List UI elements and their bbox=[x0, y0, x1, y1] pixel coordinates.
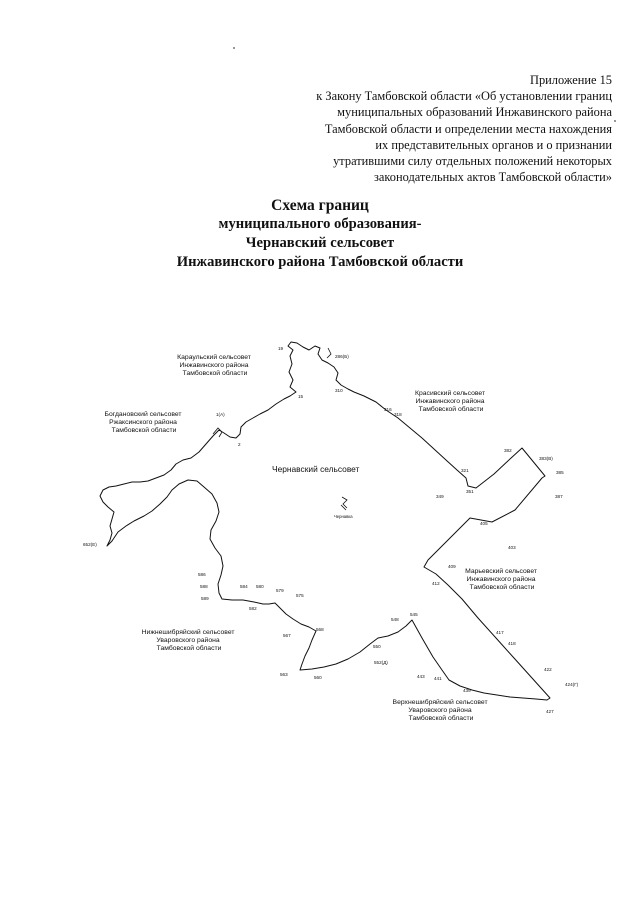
point-label: 387 bbox=[555, 494, 563, 499]
neighbor-nizhneshibr-label: Нижнешибряйский сельсовет Уваровского района Тамбовской области bbox=[141, 629, 235, 652]
neighbor-karaul-label: Караульский сельсовет Инжавинского района Тамбовской области bbox=[177, 354, 251, 377]
point-label: 575 bbox=[296, 593, 304, 598]
point-label: 286(Б) bbox=[335, 354, 349, 359]
point-label: 567 bbox=[283, 633, 291, 638]
point-label: 318 bbox=[394, 412, 402, 417]
point-label: 584 bbox=[240, 584, 248, 589]
point-label: 545 bbox=[410, 612, 418, 617]
header-line: муниципальных образований Инжавинского района bbox=[337, 105, 612, 120]
point-label: 552(Д) bbox=[374, 660, 388, 665]
point-label: 550 bbox=[373, 644, 381, 649]
point-label: 568 bbox=[316, 627, 324, 632]
point-label: 19 bbox=[278, 346, 284, 351]
neighbor-maryevsky-label: Марьевский сельсовет Инжавинского района Тамбовской области bbox=[465, 568, 538, 591]
point-label: 417 bbox=[496, 630, 504, 635]
boundary-detail bbox=[213, 428, 222, 437]
point-label: 422 bbox=[544, 667, 552, 672]
point-label: 383(В) bbox=[539, 456, 553, 461]
point-label: 409 bbox=[448, 564, 456, 569]
header-line: Приложение 15 bbox=[530, 73, 612, 87]
point-label: 424(Г) bbox=[565, 682, 579, 687]
title-line: Чернавский сельсовет bbox=[245, 235, 395, 251]
header-line: Тамбовской области и определении места нахождения bbox=[324, 121, 612, 136]
point-label: 560 bbox=[314, 675, 322, 680]
point-label: 441 bbox=[434, 676, 442, 681]
village-marker bbox=[341, 497, 347, 510]
point-label: 418 bbox=[508, 641, 516, 646]
point-label: 405 bbox=[480, 521, 488, 526]
point-label: 403 bbox=[508, 545, 516, 550]
point-label: 439 bbox=[463, 688, 471, 693]
header-line: законодательных актов Тамбовской области» bbox=[374, 170, 612, 185]
point-label: 351 bbox=[466, 489, 474, 494]
main-selsovet-label: Чернавский сельсовет bbox=[272, 464, 360, 474]
point-label: 1(А) bbox=[216, 412, 225, 417]
header-line: утратившими силу отдельных положений некоторых bbox=[333, 154, 612, 169]
point-label: 349 bbox=[436, 494, 444, 499]
point-label: 586 bbox=[198, 572, 206, 577]
point-label: 589 bbox=[201, 596, 209, 601]
point-label: 412 bbox=[432, 581, 440, 586]
point-label: 2 bbox=[238, 442, 241, 447]
point-label: 579 bbox=[276, 588, 284, 593]
point-label: 321 bbox=[461, 468, 469, 473]
title-line: муниципального образования- bbox=[218, 216, 422, 232]
point-label: 310 bbox=[335, 388, 343, 393]
point-label: 427 bbox=[546, 709, 554, 714]
point-label: 588 bbox=[200, 584, 208, 589]
point-label: 580 bbox=[256, 584, 264, 589]
village-label: Чернавка bbox=[334, 514, 353, 519]
point-label: 548 bbox=[391, 617, 399, 622]
point-label: 316 bbox=[384, 407, 392, 412]
point-label: 652(Е) bbox=[83, 542, 97, 547]
header-line: их представительных органов и о признании bbox=[375, 137, 612, 152]
point-label: 15 bbox=[298, 394, 304, 399]
point-label: 443 bbox=[417, 674, 425, 679]
point-label: 385 bbox=[556, 470, 564, 475]
header-line: к Закону Тамбовской области «Об установлении границ bbox=[316, 89, 612, 104]
boundary-detail bbox=[327, 348, 331, 358]
title-line: Инжавинского района Тамбовской области bbox=[176, 254, 464, 270]
point-label: 563 bbox=[280, 672, 288, 677]
neighbor-verkhneshibr-label: Верхнешибряйский сельсовет Уваровского района Тамбовской области bbox=[392, 699, 488, 722]
neighbor-bogdanovsky-label: Богдановский сельсовет Ржаксинского района Тамбовской области bbox=[104, 411, 182, 434]
point-label: 582 bbox=[249, 606, 257, 611]
point-label: 382 bbox=[504, 448, 512, 453]
title-line: Схема границ bbox=[271, 197, 369, 214]
neighbor-krasivsky-label: Красивский сельсовет Инжавинского района Тамбовской области bbox=[415, 390, 486, 413]
